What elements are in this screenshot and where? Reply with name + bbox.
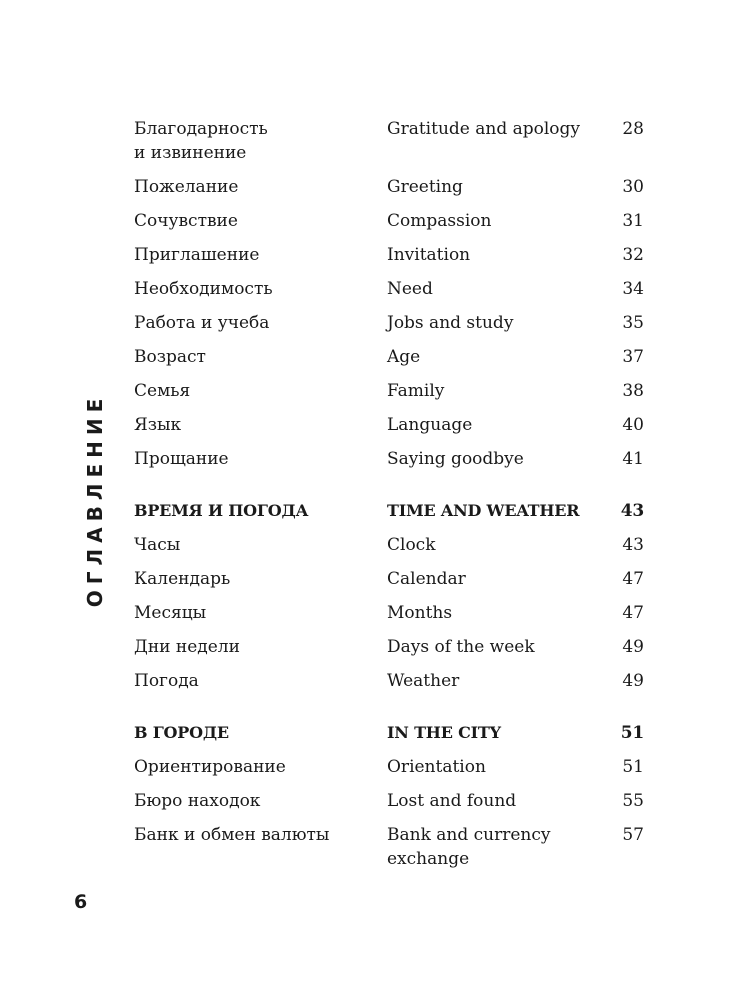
toc-page-number: 51 [620, 723, 644, 743]
toc-title-russian: Банк и обмен валюты [134, 825, 330, 845]
toc-page-number: 43 [620, 501, 644, 521]
toc-title-russian: Возраст [134, 347, 206, 367]
toc-title-english: Bank and currency exchange [387, 825, 551, 869]
toc-title-english: Months [387, 603, 453, 623]
toc-entry [134, 209, 644, 233]
toc-title-russian: Месяцы [134, 603, 207, 623]
toc-section-heading [134, 721, 644, 745]
toc-title-english: Invitation [387, 245, 471, 265]
toc-title-russian: Дни недели [134, 637, 240, 657]
toc-page-number: 32 [622, 245, 644, 265]
toc-page-number: 43 [622, 535, 644, 555]
toc-page-number: 37 [622, 347, 644, 367]
toc-page-number: 34 [622, 279, 644, 299]
toc-title-english: Need [387, 279, 433, 299]
toc-title-english: Compassion [387, 211, 492, 231]
toc-title-russian: Язык [134, 415, 182, 435]
toc-entry [134, 175, 644, 199]
toc-title-english: Clock [387, 535, 436, 555]
toc-entry [134, 379, 644, 403]
toc-title-english: Saying goodbye [387, 449, 524, 469]
toc-title-russian: В ГОРОДЕ [134, 723, 229, 742]
toc-page-number: 28 [622, 119, 644, 139]
table-of-contents [134, 117, 644, 881]
toc-title-russian: Благодарность и извинение [134, 119, 268, 163]
toc-entry [134, 755, 644, 779]
toc-entry [134, 823, 644, 871]
toc-title-english: TIME AND WEATHER [387, 501, 580, 520]
toc-entry [134, 311, 644, 335]
toc-title-english: Orientation [387, 757, 486, 777]
toc-title-english: Family [387, 381, 445, 401]
toc-title-russian: Часы [134, 535, 181, 555]
toc-entry [134, 567, 644, 591]
toc-entry [134, 277, 644, 301]
toc-page-number: 49 [622, 671, 644, 691]
toc-entry [134, 533, 644, 557]
toc-entry [134, 413, 644, 437]
toc-title-english: Days of the week [387, 637, 535, 657]
toc-title-english: Jobs and study [387, 313, 514, 333]
toc-page-number: 47 [622, 603, 644, 623]
toc-entry [134, 117, 644, 165]
toc-title-russian: Сочувствие [134, 211, 238, 231]
toc-entry [134, 601, 644, 625]
toc-title-english: Weather [387, 671, 460, 691]
toc-title-russian: ВРЕМЯ И ПОГОДА [134, 501, 309, 520]
toc-entry [134, 447, 644, 471]
toc-title-russian: Необходимость [134, 279, 273, 299]
toc-page-number: 47 [622, 569, 644, 589]
toc-title-russian: Прощание [134, 449, 229, 469]
toc-entry [134, 243, 644, 267]
toc-title-english: Gratitude and apology [387, 119, 581, 139]
toc-entry [134, 345, 644, 369]
toc-title-russian: Пожелание [134, 177, 239, 197]
toc-title-english: Calendar [387, 569, 466, 589]
toc-page-number: 49 [622, 637, 644, 657]
toc-entry [134, 789, 644, 813]
toc-page-number: 31 [622, 211, 644, 231]
toc-page-number: 38 [622, 381, 644, 401]
toc-title-russian: Календарь [134, 569, 231, 589]
page-number: 6 [74, 891, 88, 913]
toc-title-english: Greeting [387, 177, 463, 197]
toc-page-number: 57 [622, 825, 644, 845]
toc-page-number: 35 [622, 313, 644, 333]
toc-entry [134, 669, 644, 693]
toc-title-russian: Семья [134, 381, 191, 401]
toc-title-russian: Ориентирование [134, 757, 286, 777]
toc-page-number: 30 [622, 177, 644, 197]
toc-title-english: Age [387, 347, 421, 367]
toc-title-english: IN THE CITY [387, 723, 501, 742]
toc-title-english: Lost and found [387, 791, 517, 811]
toc-page-number: 41 [622, 449, 644, 469]
toc-page-number: 55 [622, 791, 644, 811]
toc-title-russian: Приглашение [134, 245, 260, 265]
section-side-title: ОГЛАВЛЕНИЕ [83, 392, 107, 608]
toc-title-russian: Бюро находок [134, 791, 261, 811]
toc-section-heading [134, 499, 644, 523]
toc-title-russian: Погода [134, 671, 199, 691]
toc-title-english: Language [387, 415, 473, 435]
toc-title-russian: Работа и учеба [134, 313, 270, 333]
toc-entry [134, 635, 644, 659]
toc-page-number: 40 [622, 415, 644, 435]
toc-page-number: 51 [622, 757, 644, 777]
